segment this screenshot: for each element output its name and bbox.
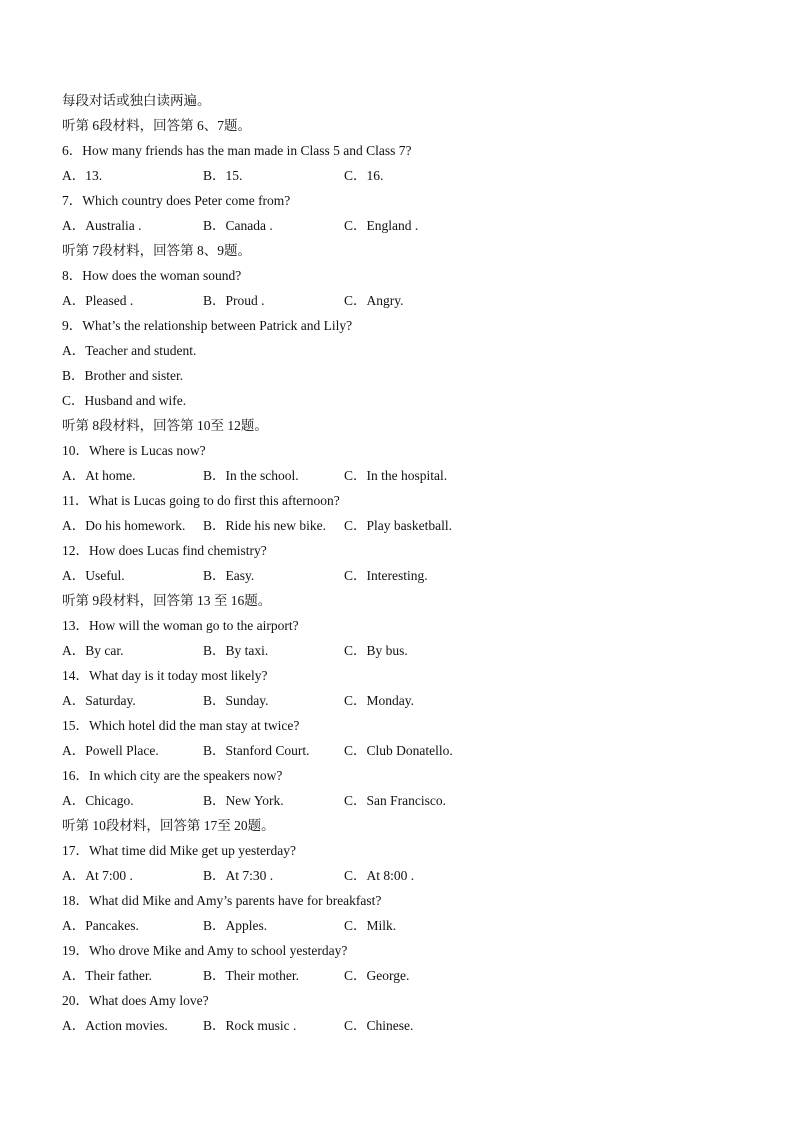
options-q20 <box>62 1013 742 1038</box>
option-a: A．By car. <box>62 643 124 658</box>
options-q13 <box>62 638 742 663</box>
options-q12 <box>62 563 742 588</box>
option-c: C．In the hospital. <box>344 468 448 483</box>
options-q16 <box>62 788 742 813</box>
option-a: A．Pleased . <box>62 293 134 308</box>
option-a: A．Teacher and student. <box>62 343 197 358</box>
question-11: 11．What is Lucas going to do first this afternoon? <box>62 493 340 508</box>
options-q10 <box>62 463 742 488</box>
options-q15 <box>62 738 742 763</box>
option-b: B．By taxi. <box>203 643 269 658</box>
option-a: A．13. <box>62 168 103 183</box>
question-14: 14．What day is it today most likely? <box>62 668 268 683</box>
option-b: B．Stanford Court. <box>203 743 310 758</box>
question-19: 19．Who drove Mike and Amy to school yesterday? <box>62 943 348 958</box>
option-c: C．Chinese. <box>344 1018 414 1033</box>
option-a: A．At 7:00 . <box>62 868 133 883</box>
option-b: B．Ride his new bike. <box>203 518 326 533</box>
option-c: C．San Francisco. <box>344 793 446 808</box>
option-c: C．Play basketball. <box>344 518 452 533</box>
option-c: C．Angry. <box>344 293 404 308</box>
option-b: B．In the school. <box>203 468 299 483</box>
option-a: A．Do his homework. <box>62 518 186 533</box>
question-8: 8．How does the woman sound? <box>62 268 242 283</box>
options-q17 <box>62 863 742 888</box>
option-c: C．Milk. <box>344 918 397 933</box>
question-9: 9．What’s the relationship between Patrick and Lily? <box>62 318 353 333</box>
option-b: B．Proud . <box>203 293 265 308</box>
section-heading: 听第 9段材料，回答第 13 至 16题。 <box>62 593 272 608</box>
option-b: B．Rock music . <box>203 1018 297 1033</box>
section-heading: 听第 10段材料，回答第 17至 20题。 <box>62 818 275 833</box>
option-c: C．16. <box>344 168 384 183</box>
question-6: 6．How many friends has the man made in Class 5 and Class 7? <box>62 143 412 158</box>
question-20: 20．What does Amy love? <box>62 993 209 1008</box>
question-12: 12．How does Lucas find chemistry? <box>62 543 267 558</box>
question-7: 7．Which country does Peter come from? <box>62 193 291 208</box>
option-b: B．At 7:30 . <box>203 868 274 883</box>
options-q14 <box>62 688 742 713</box>
options-q6 <box>62 163 742 188</box>
question-10: 10．Where is Lucas now? <box>62 443 206 458</box>
option-c: C．England . <box>344 218 419 233</box>
option-a: A．Pancakes. <box>62 918 139 933</box>
option-c: C．Monday. <box>344 693 414 708</box>
question-18: 18．What did Mike and Amy’s parents have for breakfast? <box>62 893 382 908</box>
option-a: A．Powell Place. <box>62 743 159 758</box>
option-c: C．Club Donatello. <box>344 743 453 758</box>
question-13: 13．How will the woman go to the airport? <box>62 618 299 633</box>
option-a: A．Their father. <box>62 968 152 983</box>
option-c: C．By bus. <box>344 643 408 658</box>
option-b: B．Canada . <box>203 218 273 233</box>
option-b: B．Brother and sister. <box>62 368 184 383</box>
options-q11 <box>62 513 742 538</box>
option-c: C．George. <box>344 968 410 983</box>
option-a: A．Action movies. <box>62 1018 168 1033</box>
section-heading: 听第 6段材料，回答第 6、7题。 <box>62 118 251 133</box>
options-q18 <box>62 913 742 938</box>
option-c: C．Husband and wife. <box>62 393 187 408</box>
options-q7 <box>62 213 742 238</box>
option-c: C．At 8:00 . <box>344 868 415 883</box>
option-b: B．Their mother. <box>203 968 299 983</box>
section-heading: 听第 8段材料，回答第 10至 12题。 <box>62 418 268 433</box>
exam-page <box>62 88 742 1038</box>
option-c: C．Interesting. <box>344 568 428 583</box>
option-a: A．Useful. <box>62 568 125 583</box>
options-q8 <box>62 288 742 313</box>
option-a: A．Chicago. <box>62 793 134 808</box>
option-a: A．At home. <box>62 468 136 483</box>
instruction-line: 每段对话或独白读两遍。 <box>62 93 211 108</box>
option-b: B．New York. <box>203 793 284 808</box>
option-b: B．Sunday. <box>203 693 269 708</box>
question-15: 15．Which hotel did the man stay at twice? <box>62 718 300 733</box>
section-heading: 听第 7段材料，回答第 8、9题。 <box>62 243 251 258</box>
option-a: A．Australia . <box>62 218 142 233</box>
option-b: B．Easy. <box>203 568 255 583</box>
options-q19 <box>62 963 742 988</box>
option-b: B．15. <box>203 168 243 183</box>
option-b: B．Apples. <box>203 918 268 933</box>
question-17: 17．What time did Mike get up yesterday? <box>62 843 296 858</box>
option-a: A．Saturday. <box>62 693 136 708</box>
question-16: 16．In which city are the speakers now? <box>62 768 283 783</box>
